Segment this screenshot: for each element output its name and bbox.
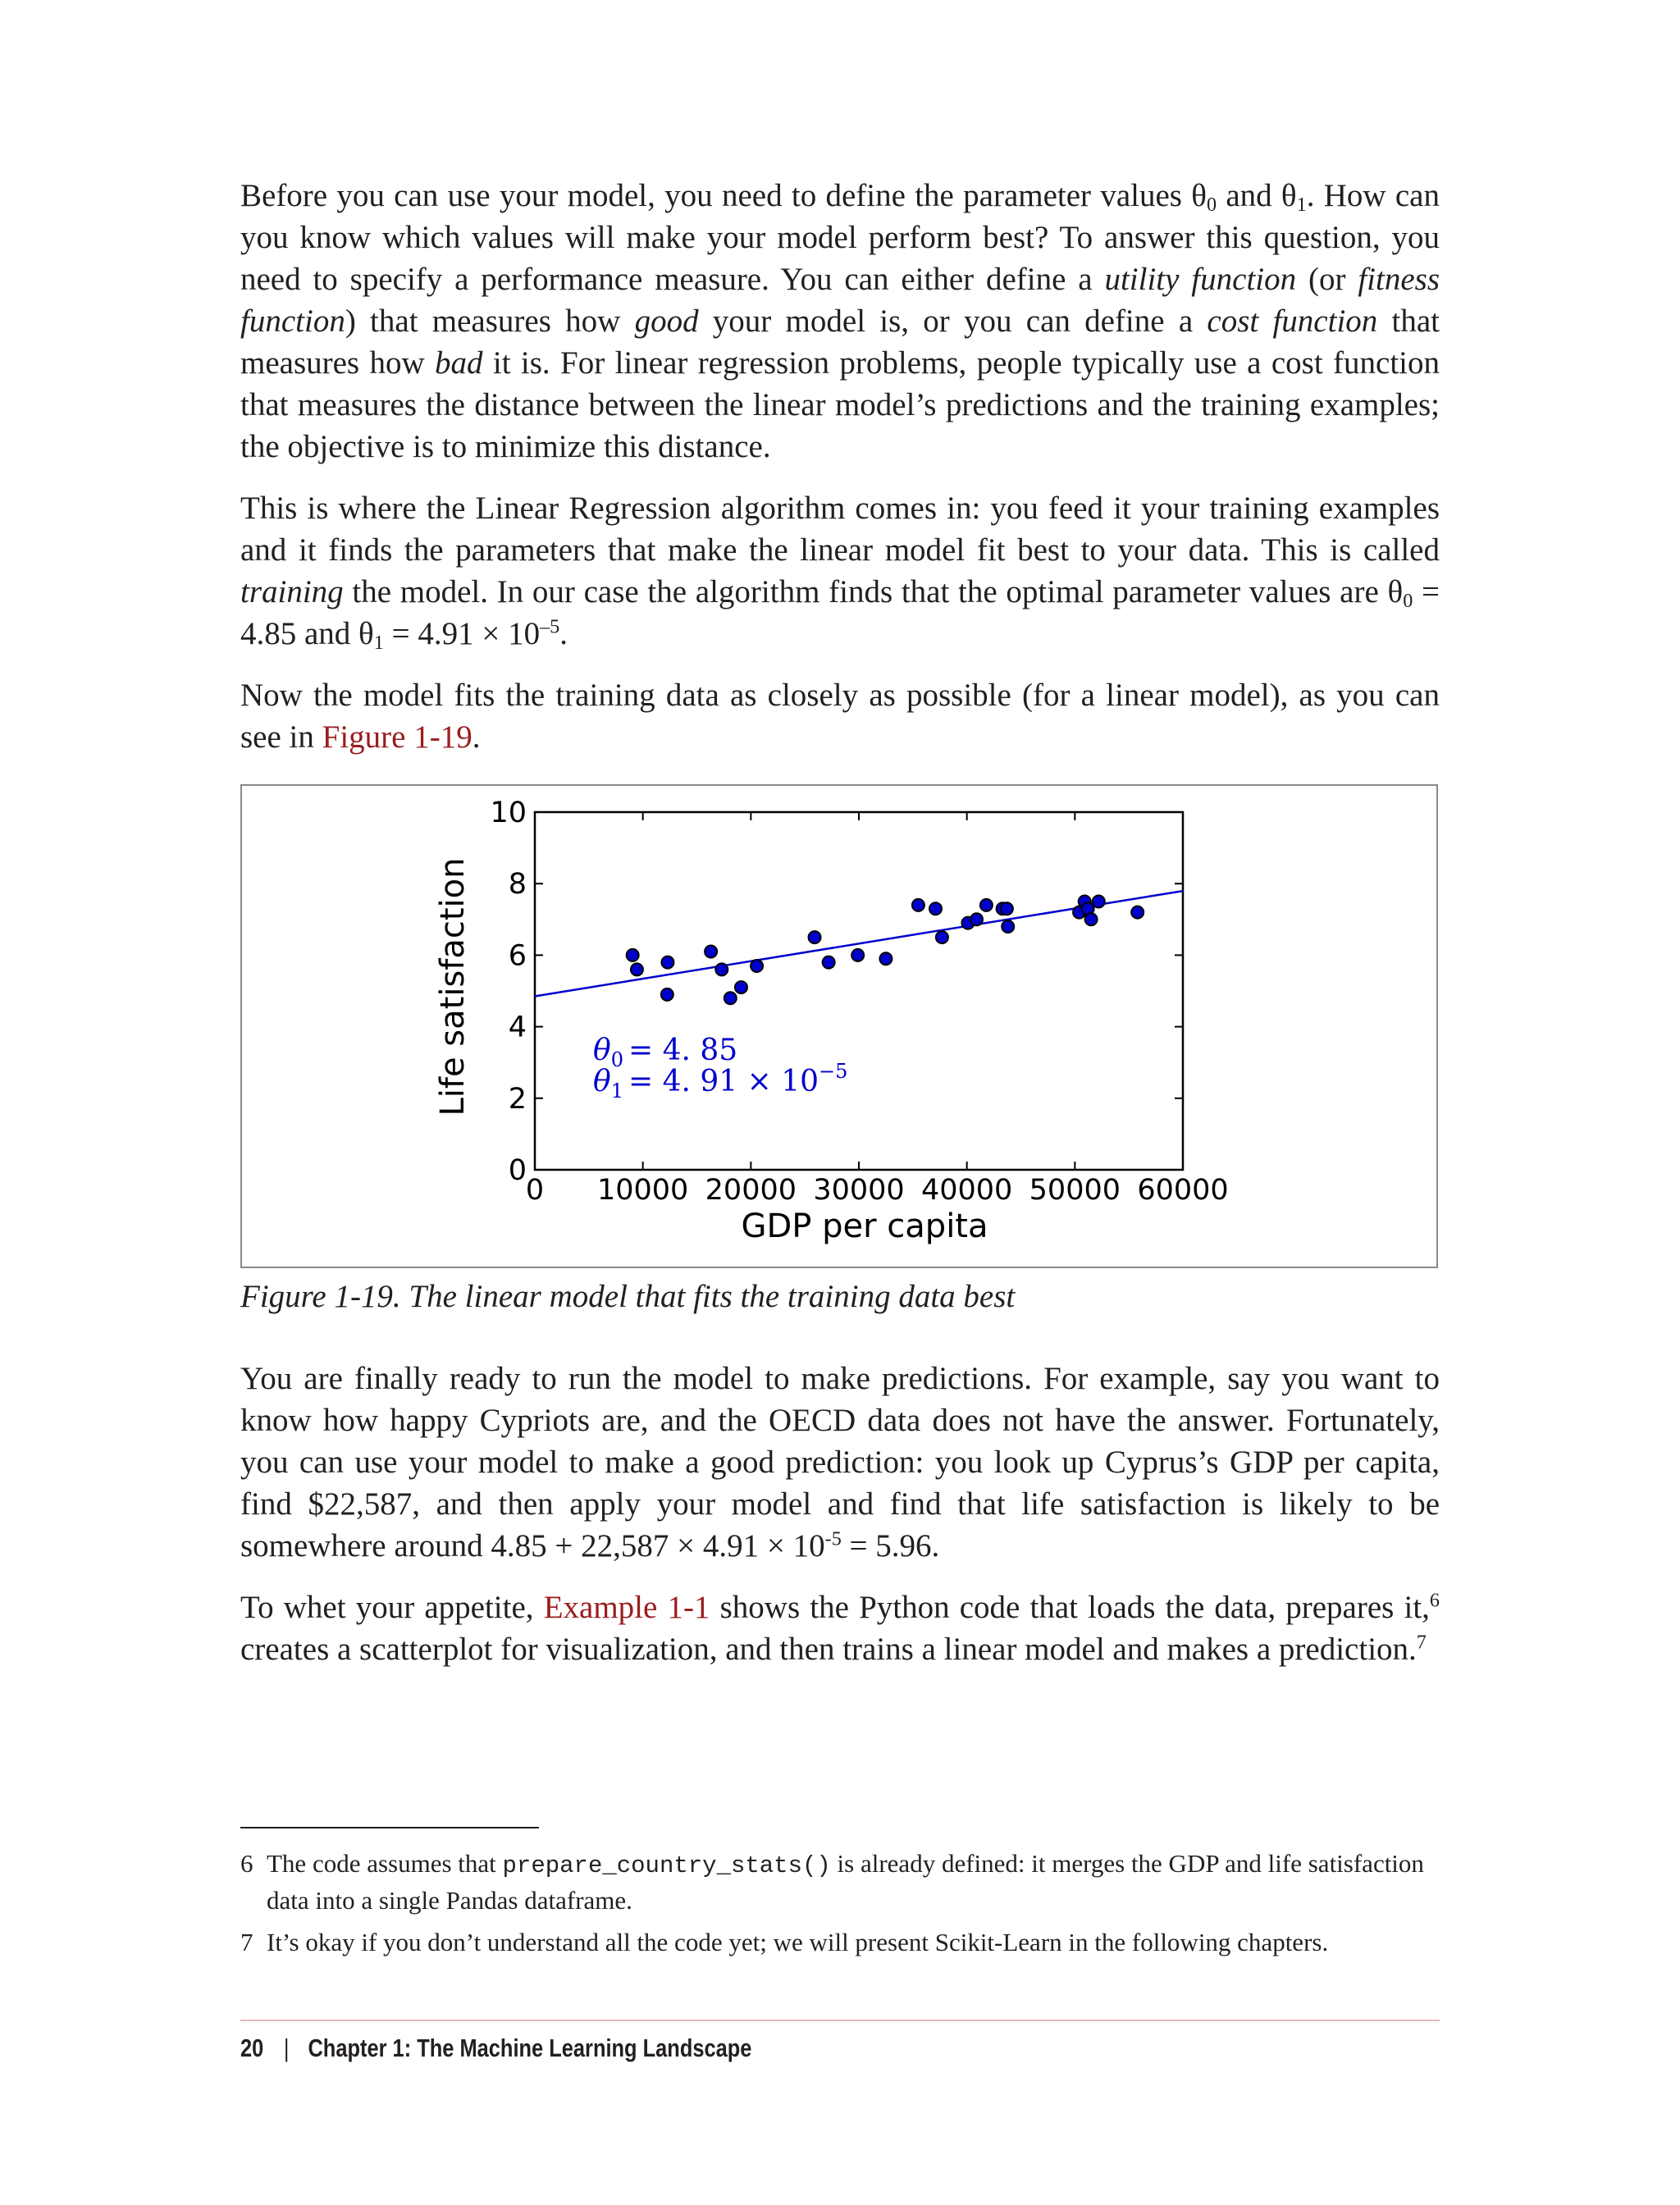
y-axis-label: Life satisfaction — [434, 857, 472, 1116]
data-point — [879, 952, 892, 965]
x-tick-label: 20000 — [705, 1174, 797, 1207]
y-tick-label: 8 — [508, 868, 527, 902]
paragraph-segment: –5 — [540, 615, 560, 638]
figure-caption: Figure 1-19. The linear model that fits the training data best — [240, 1279, 1016, 1314]
y-tick-label: 10 — [490, 797, 527, 829]
data-point — [980, 899, 993, 911]
paragraph-segment: Now the model fits the training data as closely as possible (for a linear model), as you can see in — [240, 678, 1440, 755]
paragraph-segment: training — [240, 574, 344, 609]
paragraph-segment: . — [559, 616, 568, 651]
chapter-title: Chapter 1: The Machine Learning Landscape — [308, 2034, 752, 2062]
page-number: 20 — [240, 2034, 264, 2062]
scatter-chart — [242, 786, 1440, 1270]
footnote-text — [267, 1847, 1440, 1918]
paragraph-segment: good — [634, 304, 699, 339]
data-point — [809, 931, 821, 943]
y-tick-label: 0 — [508, 1154, 527, 1187]
footnote-text — [267, 1925, 1440, 1960]
paragraph-segment: -5 — [824, 1527, 842, 1550]
data-point — [631, 963, 643, 975]
paragraph-segment: 1 — [1296, 194, 1307, 217]
paragraph-segment: = 4.85 and θ — [240, 574, 1440, 651]
footnote-segment: is already defined: it merges the GDP and life satisfaction data into a single Pandas dataframe. — [267, 1849, 1424, 1915]
data-point — [1131, 906, 1144, 919]
data-point — [751, 960, 763, 972]
paragraph-segment: utility function — [1104, 262, 1297, 297]
paragraph-segment: Before you can use your model, you need to define the parameter values θ — [240, 178, 1207, 213]
paragraph-segment: your model is, or you can define a — [698, 304, 1208, 339]
data-point — [1085, 913, 1098, 925]
paragraph-segment: fitness function — [240, 262, 1440, 339]
y-tick-label: 6 — [508, 939, 527, 973]
footnote-6 — [240, 1847, 1440, 1918]
paragraph-segment: bad — [435, 345, 483, 381]
data-point — [735, 981, 747, 993]
footer-rule — [240, 2020, 1440, 2021]
plot-frame — [535, 812, 1183, 1170]
paragraph-segment: To whet your appetite, — [240, 1590, 544, 1625]
footnote-7 — [240, 1925, 1440, 1960]
paragraph-p5 — [240, 1586, 1440, 1670]
footnote-segment: It’s okay if you don’t understand all the code yet; we will present Scikit-Learn in the following chapters. — [267, 1928, 1329, 1956]
data-point — [661, 956, 673, 969]
paragraph-segment: it is. For linear regression problems, people typically use a cost function that measures the distance between the linear model’s predictions and the training examples; the objective is to minimize this distance. — [240, 345, 1440, 464]
footer-separator: | — [283, 2034, 290, 2062]
paragraph-p4 — [240, 1358, 1440, 1567]
data-point — [823, 956, 835, 969]
data-point — [661, 988, 673, 1001]
figure-frame — [240, 784, 1438, 1268]
x-tick-label: 50000 — [1029, 1174, 1121, 1207]
data-point — [970, 913, 983, 925]
paragraph-segment: and θ — [1217, 178, 1297, 213]
paragraph-segment: (or — [1296, 262, 1358, 297]
data-point — [851, 949, 864, 961]
paragraph-segment: the model. In our case the algorithm finds that the optimal parameter values are θ — [343, 574, 1404, 609]
paragraph-p2 — [240, 487, 1440, 655]
paragraph-segment: shows the Python code that loads the data, prepares it, — [710, 1590, 1430, 1625]
paragraph-segment: = 5.96. — [841, 1528, 940, 1564]
data-point — [936, 931, 948, 943]
paragraph-p1 — [240, 175, 1440, 468]
footnote-segment: The code assumes that — [267, 1849, 503, 1878]
data-point — [715, 963, 728, 975]
data-point — [627, 949, 639, 961]
x-tick-label: 30000 — [813, 1174, 905, 1207]
x-tick-label: 60000 — [1137, 1174, 1229, 1207]
y-tick-label: 2 — [508, 1082, 527, 1116]
annotation-theta1: $\theta_1 = 4$. $91 \times 10^{-5}$ — [593, 1060, 848, 1102]
paragraph-segment: that measures how — [240, 304, 1440, 381]
paragraph-segment: . How can you know which values will make your model perform best? To answer this question, you need to specify a performance measure. You can either define a — [240, 178, 1440, 297]
x-tick-label: 10000 — [596, 1174, 689, 1207]
footnote-rule — [240, 1827, 539, 1828]
cross-reference-link[interactable]: Example 1-1 — [543, 1590, 710, 1625]
paragraph-segment: This is where the Linear Regression algorithm comes in: you feed it your training examples and it finds the parameters that make the linear model fit best to your data. This is called — [240, 491, 1440, 568]
paragraph-segment: 0 — [1206, 194, 1217, 217]
paragraph-segment: You are finally ready to run the model to make predictions. For example, say you want to know how happy Cypriots are, and the OECD data does not have the answer. Fortunately, you can use your model to make a good prediction: you look up Cyprus’s GDP per capita, find $22,587, and then apply your model and find that life satisfaction is likely to be somewhere around 4.85 + 22,587 × 4.91 × 10 — [240, 1361, 1440, 1564]
data-point — [1001, 902, 1013, 915]
paragraph-segment: 0 — [1403, 590, 1413, 613]
paragraph-segment: = 4.91 × 10 — [383, 616, 541, 651]
paragraph-segment: cost function — [1207, 304, 1378, 339]
paragraph-segment: ) that measures how — [345, 304, 635, 339]
footnote-number: 6 — [240, 1849, 253, 1878]
data-point — [1093, 896, 1105, 908]
data-point — [912, 899, 924, 911]
data-point — [705, 946, 717, 958]
x-tick-label: 0 — [525, 1174, 545, 1207]
body-text-top — [240, 175, 1440, 778]
y-tick-label: 4 — [508, 1011, 527, 1044]
paragraph-p3 — [240, 674, 1440, 758]
paragraph-segment: creates a scatterplot for visualization, and then trains a linear model and makes a prediction. — [240, 1632, 1417, 1667]
paragraph-segment: 6 — [1429, 1589, 1440, 1612]
x-axis-label: GDP per capita — [741, 1208, 988, 1245]
data-point — [929, 902, 942, 915]
paragraph-segment: . — [472, 719, 481, 755]
paragraph-segment: 1 — [373, 632, 384, 655]
data-point — [724, 992, 737, 1004]
x-tick-label: 40000 — [920, 1174, 1013, 1207]
cross-reference-link[interactable]: Figure 1-19 — [322, 719, 472, 755]
body-text-bottom — [240, 1358, 1440, 1690]
inline-code: prepare_country_stats() — [502, 1852, 831, 1879]
footnote-number: 7 — [240, 1928, 253, 1956]
data-point — [1002, 920, 1014, 933]
paragraph-segment: 7 — [1416, 1631, 1427, 1654]
annotation-theta0: $\theta_0 = 4$. 85 — [593, 1034, 738, 1071]
page-footer — [240, 2028, 751, 2069]
